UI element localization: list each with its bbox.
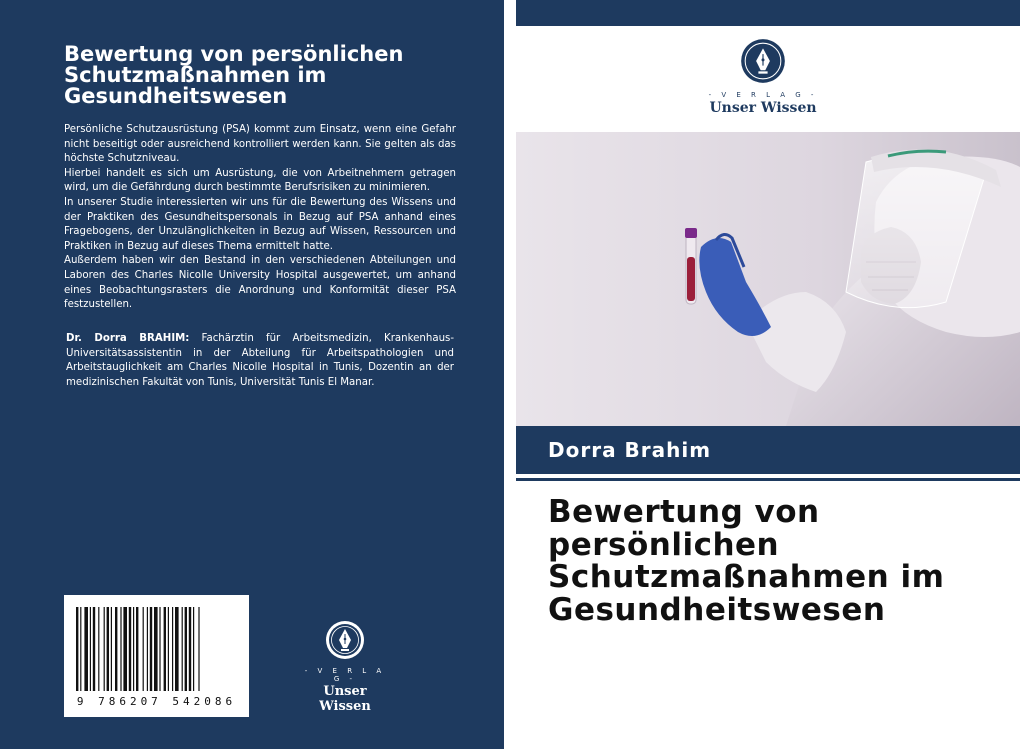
isbn-barcode	[64, 595, 249, 717]
blurb-paragraph: Außerdem haben wir den Bestand in den verschiedenen Abteilungen und Laboren des Charles Nicolle University Hospital ausgewertet, um anhand eines Beobachtungsrasters die Anordnung und Konformität dieser PSA festzustellen.	[64, 255, 456, 311]
publisher-verlag-label: - V E R L A G -	[304, 667, 386, 683]
publisher-name: Unser Wissen	[319, 684, 371, 714]
publisher-name: Unser Wissen	[709, 100, 817, 116]
author-bio-text: Fachärztin für Arbeitsmedizin, Krankenhaus-Universitätsassistentin in der Abteilung für Arbeitspathologien und Arbeitstauglichkeit am Charles Nicolle Hospital in Tunis, Dozentin an der medizinischen Fakultät von Tunis, Universität Tunis El Manar.	[66, 333, 455, 388]
blurb-paragraph: In unserer Studie interessierten wir uns für die Bewertung des Wissens und der Praktiken des Gesundheitspersonals in Bezug auf PSA anhand eines Fragebogens, der Unzulänglichkeiten in Bezug auf Wissen, Ressourcen und Praktiken in Bezug auf dieses Thema ermittelt hatte.	[64, 196, 456, 252]
pen-nib-logo-icon	[325, 620, 365, 660]
isbn-number: 9 786207 542086	[76, 695, 237, 708]
author-bio-name: Dr. Dorra BRAHIM:	[66, 333, 190, 344]
publisher-logo-back	[300, 620, 390, 714]
spine	[504, 0, 516, 749]
back-cover	[0, 0, 504, 749]
blurb-paragraph: Hierbei handelt es sich um Ausrüstung, die von Arbeitnehmern getragen wird, um die Gefährdung durch bestimmte Berufsrisiken zu minimieren.	[64, 167, 456, 194]
divider-rule	[516, 478, 1020, 481]
blurb-paragraph: Persönliche Schutzausrüstung (PSA) kommt zum Einsatz, wenn eine Gefahr nicht beseitigt oder ausreichend kontrolliert werden kann. Sie gelten als das höchste Schutzniveau.	[64, 124, 456, 165]
scientist-with-test-tube-image	[516, 132, 1020, 426]
cover-photo	[516, 132, 1020, 426]
front-cover-title: Bewertung von persönlichen Schutzmaßnahmen im Gesundheitswesen	[548, 494, 945, 628]
back-cover-title: Bewertung von persönlichen Schutzmaßnahmen im Gesundheitswesen	[64, 42, 404, 108]
author-name: Dorra Brahim	[548, 438, 712, 462]
pen-nib-logo-icon	[740, 38, 786, 84]
front-cover-top-bar	[516, 0, 1020, 26]
publisher-verlag-label: - V E R L A G -	[708, 91, 818, 99]
publisher-logo-front	[708, 38, 818, 116]
back-cover-blurb	[64, 123, 456, 313]
author-bar	[516, 426, 1020, 474]
barcode-icon	[64, 595, 249, 695]
author-bio	[66, 332, 454, 390]
